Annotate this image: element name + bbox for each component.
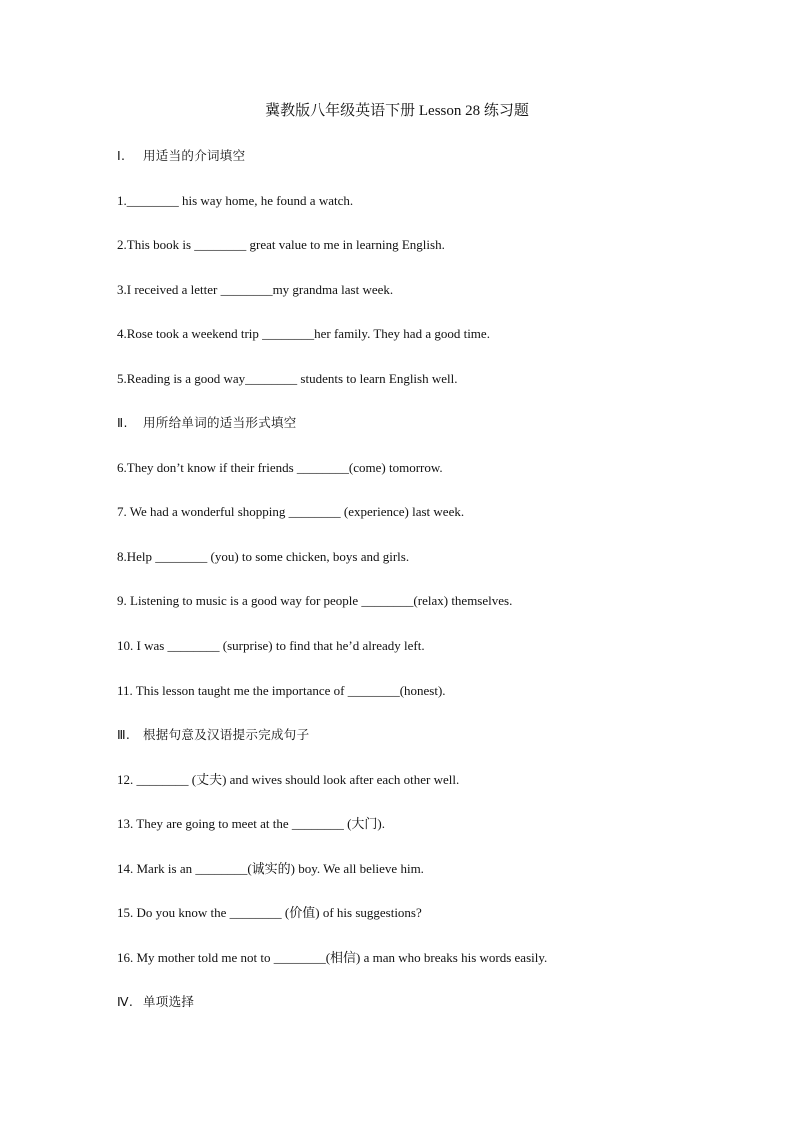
question-5: 5.Reading is a good way________ students to learn English well. (117, 371, 458, 386)
section-label: 用所给单词的适当形式填空 (143, 415, 297, 430)
question-6: 6.They don’t know if their friends ________(come) tomorrow. (117, 460, 443, 475)
section-label: 根据句意及汉语提示完成句子 (143, 727, 310, 742)
section-heading-4 (117, 993, 737, 1011)
question-12: 12. ________ (丈夫) and wives should look after each other well. (117, 772, 460, 787)
question-7: 7. We had a wonderful shopping ________ (experience) last week. (117, 504, 465, 519)
section-heading-1 (117, 147, 737, 165)
section-number: Ⅲ. (117, 727, 131, 742)
section-number: Ⅳ. (117, 994, 134, 1009)
section-number: Ⅰ. (117, 148, 126, 163)
question-8: 8.Help ________ (you) to some chicken, boys and girls. (117, 549, 410, 564)
page-title: 冀教版八年级英语下册 Lesson 28 练习题 (265, 103, 529, 119)
section-heading-3 (117, 726, 737, 744)
question-9: 9. Listening to music is a good way for people ________(relax) themselves. (117, 593, 513, 608)
question-13: 13. They are going to meet at the ________ (大门). (117, 816, 386, 831)
question-11: 11. This lesson taught me the importance of ________(honest). (117, 683, 446, 698)
question-10: 10. I was ________ (surprise) to find that he’d already left. (117, 638, 425, 653)
section-label: 用适当的介词填空 (143, 148, 246, 163)
section-label: 单项选择 (143, 994, 195, 1009)
question-1: 1.________ his way home, he found a watch. (117, 193, 354, 208)
question-3: 3.I received a letter ________my grandma last week. (117, 282, 394, 297)
question-14: 14. Mark is an ________(诚实的) boy. We all believe him. (117, 861, 424, 876)
question-15: 15. Do you know the ________ (价值) of his suggestions? (117, 905, 422, 920)
question-4: 4.Rose took a weekend trip ________her family. They had a good time. (117, 326, 490, 341)
question-2: 2.This book is ________ great value to me in learning English. (117, 237, 445, 252)
section-heading-2 (117, 414, 737, 432)
section-number: Ⅱ. (117, 415, 128, 430)
question-16: 16. My mother told me not to ________(相信) a man who breaks his words easily. (117, 950, 548, 965)
